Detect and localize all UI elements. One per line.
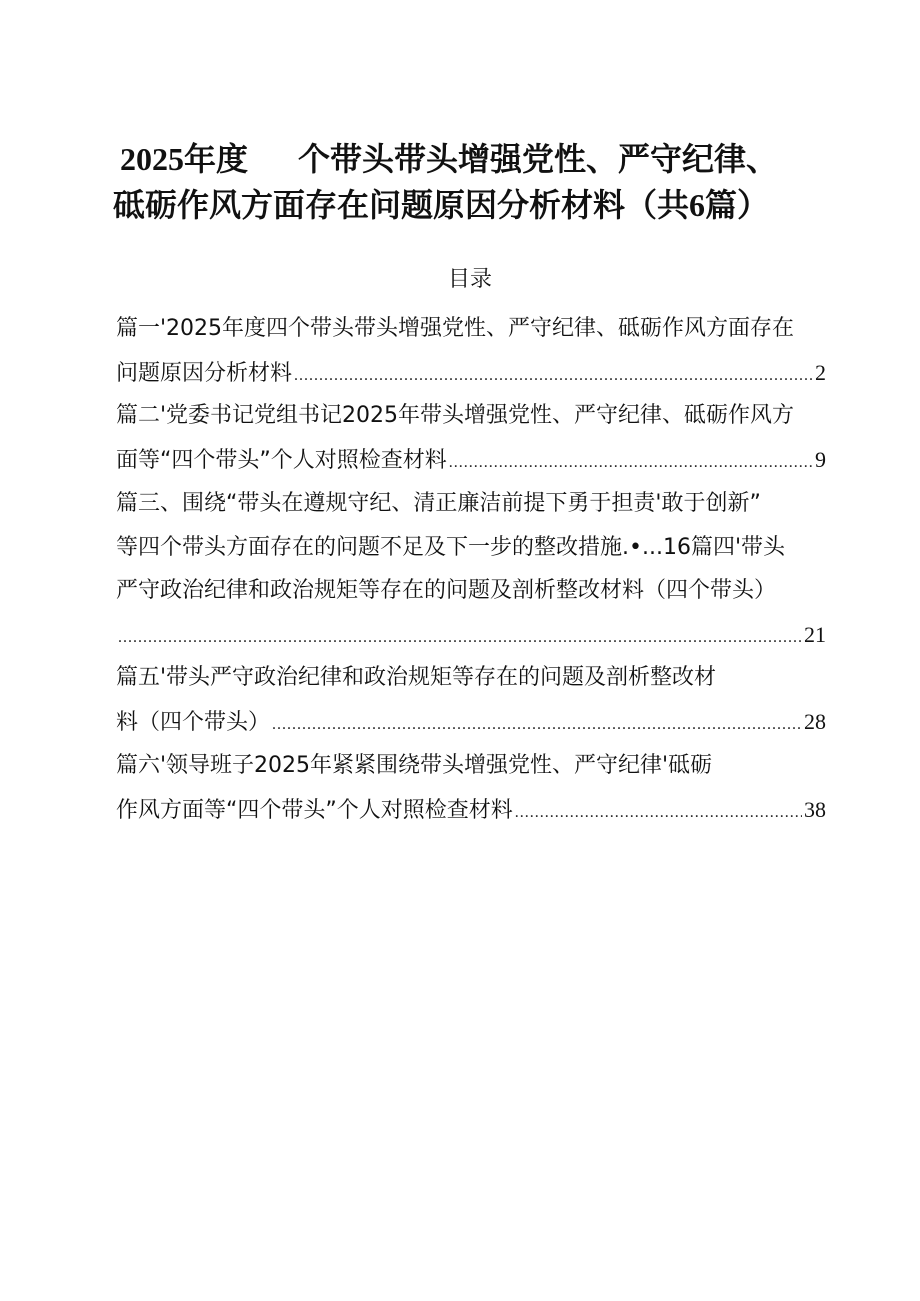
- toc-entry-5-line-2[interactable]: [116, 707, 826, 740]
- title-count: 6: [689, 187, 706, 223]
- title-part-a: 年度: [184, 140, 249, 178]
- toc-leader-dots: [272, 710, 802, 740]
- document-title-line-2: [113, 182, 813, 228]
- toc-entry-4-line-2[interactable]: [116, 620, 826, 653]
- toc-entry-6-page: 38: [804, 797, 826, 822]
- title-year: 2025: [120, 141, 184, 177]
- toc-leader-dots: [449, 448, 813, 478]
- toc-entry-6-line-1[interactable]: 篇六'领导班子2025年紧紧围绕带头增强党性、严守纪律'砥砺: [116, 753, 713, 778]
- toc-heading: 目录: [447, 267, 492, 292]
- title-part-b: 个带头带头增强党性、严守纪律、: [298, 140, 779, 178]
- toc-entry-5-line-1[interactable]: 篇五'带头严守政治纪律和政治规矩等存在的问题及剖析整改材: [116, 665, 717, 690]
- toc-leader-dots: [294, 361, 813, 391]
- toc-entry-5-page: 28: [804, 709, 826, 734]
- toc-entry-1-page: 2: [815, 360, 826, 385]
- toc-entry-5-text: 料（四个带头）: [116, 710, 271, 735]
- toc-entry-1-text: 问题原因分析材料: [116, 361, 293, 386]
- toc-entry-1-line-2[interactable]: [116, 358, 826, 391]
- toc-leader-dots: [118, 623, 802, 653]
- title-part-c: 砥砺作风方面存在问题原因分析材料（共: [113, 186, 690, 224]
- title-part-d: 篇）: [705, 186, 770, 224]
- document-title-line-1: [120, 136, 820, 182]
- toc-entry-6-text: 作风方面等“四个带头”个人对照检查材料: [116, 798, 513, 823]
- toc-entry-2-text: 面等“四个带头”个人对照检查材料: [116, 448, 447, 473]
- toc-leader-dots: [515, 798, 802, 828]
- toc-entry-4-line-1[interactable]: 严守政治纪律和政治规矩等存在的问题及剖析整改材料（四个带头）: [116, 578, 777, 603]
- toc-entry-1-line-1[interactable]: 篇一'2025年度四个带头带头增强党性、严守纪律、砥砺作风方面存在: [116, 316, 795, 341]
- toc-entry-2-line-2[interactable]: [116, 445, 826, 478]
- toc-entry-3-line-2[interactable]: 等四个带头方面存在的问题不足及下一步的整改措施.•...16篇四'带头: [116, 535, 785, 560]
- toc-entry-4-page: 21: [804, 622, 826, 647]
- toc-entry-6-line-2[interactable]: [116, 795, 826, 828]
- toc-entry-2-page: 9: [815, 447, 826, 472]
- toc-entry-3-line-1[interactable]: 篇三、围绕“带头在遵规守纪、清正廉洁前提下勇于担责'敢于创新”: [116, 491, 761, 516]
- toc-entry-2-line-1[interactable]: 篇二'党委书记党组书记2025年带头增强党性、严守纪律、砥砺作风方: [116, 403, 795, 428]
